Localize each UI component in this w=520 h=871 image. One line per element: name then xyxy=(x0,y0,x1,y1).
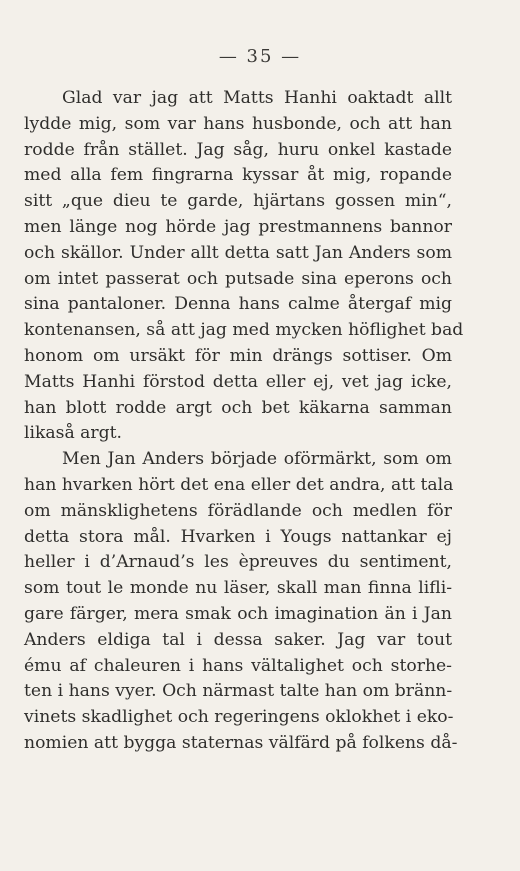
text-line: gare färger, mera smak och imagination än i Jan xyxy=(24,603,452,624)
text-line: detta stora mål. Hvarken i Yougs nattankar ej xyxy=(24,526,452,547)
text-line: likaså argt. xyxy=(24,423,123,444)
text-line: lydde mig, som var hans husbonde, och att han xyxy=(24,113,452,134)
text-line: med alla fem fingrarna kyssar åt mig, ropande xyxy=(24,165,452,186)
text-line: nomien att bygga staternas välfärd på folkens då- xyxy=(24,732,458,753)
text-line: men länge nog hörde jag prestmannens bannor xyxy=(24,216,452,237)
text-line: kontenansen, så att jag med mycken höflighet bad xyxy=(24,320,464,341)
text-line: Men Jan Anders började oförmärkt, som om xyxy=(62,449,452,470)
text-line: Glad var jag att Matts Hanhi oaktadt allt xyxy=(62,88,452,108)
text-line: Anders eldiga tal i dessa saker. Jag var tout xyxy=(24,629,452,650)
text-line: ému af chaleuren i hans vältalighet och storhe- xyxy=(24,655,452,676)
text-line: ten i hans vyer. Och närmast talte han om bränn- xyxy=(24,681,453,702)
text-line: om mänsklighetens förädlande och medlen för xyxy=(24,500,452,521)
text-line: vinets skadlighet och regeringens oklokhet i eko- xyxy=(24,707,454,728)
page-number: — 35 — xyxy=(218,46,302,67)
body-text xyxy=(24,86,464,757)
text-line: sitt „que dieu te garde, hjärtans gossen min“, xyxy=(24,191,452,212)
text-line: han blott rodde argt och bet käkarna samman xyxy=(24,397,452,418)
text-line: heller i d’Arnaud’s les èpreuves du sentiment, xyxy=(24,552,452,573)
text-line: han hvarken hört det ena eller det andra, att tala xyxy=(24,474,454,495)
text-line: och skällor. Under allt detta satt Jan Anders som xyxy=(24,242,452,263)
text-line: sina pantaloner. Denna hans calme återgaf mig xyxy=(24,294,452,315)
text-line: honom om ursäkt för min drängs sottiser. Om xyxy=(24,345,452,366)
text-line: som tout le monde nu läser, skall man finna lifli- xyxy=(24,578,452,599)
text-line: Matts Hanhi förstod detta eller ej, vet jag icke, xyxy=(24,371,452,392)
text-line: rodde från stället. Jag såg, huru onkel kastade xyxy=(24,139,452,160)
text-line: om intet passerat och putsade sina eperons och xyxy=(24,268,452,289)
